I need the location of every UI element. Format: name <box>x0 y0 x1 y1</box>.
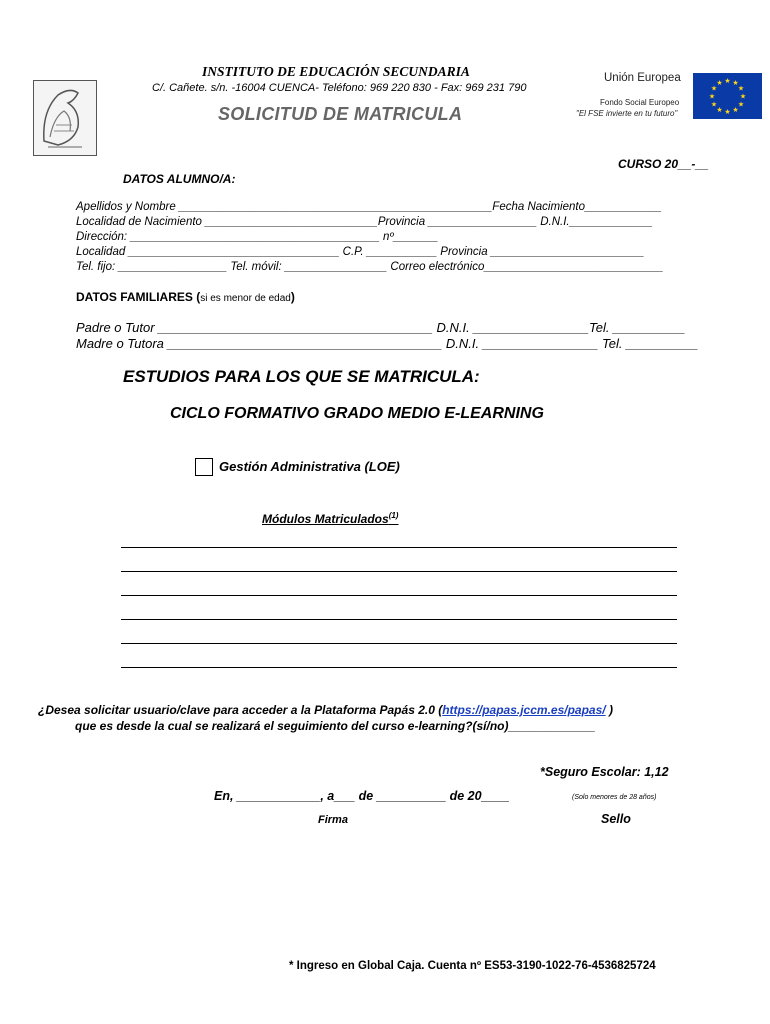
curso-field[interactable]: CURSO 20__-__ <box>618 157 709 171</box>
page-title: SOLICITUD DE MATRICULA <box>218 104 463 124</box>
alumno-heading: DATOS ALUMNO/A: <box>123 172 236 186</box>
plataforma-question-line2[interactable]: que es desde la cual se realizará el seguimiento del curso e-learning?(sí/no)_____________ <box>75 719 596 733</box>
familiares-heading: DATOS FAMILIARES (si es menor de edad) <box>76 290 295 304</box>
svg-text:★: ★ <box>724 77 731 85</box>
firma-label: Firma <box>318 814 348 826</box>
svg-text:★: ★ <box>710 84 718 93</box>
seguro-escolar: *Seguro Escolar: 1,12 <box>540 765 669 779</box>
direccion-row[interactable]: Dirección: _______________________________________ nº_______ <box>76 231 439 243</box>
modulos-heading: Módulos Matriculados$^{(1)}$ <box>262 511 399 526</box>
svg-text:★: ★ <box>732 106 739 114</box>
apellidos-nombre-row[interactable]: Apellidos y Nombre _________________________________________________Fecha Nacimiento____________ <box>76 201 662 213</box>
svg-text:★: ★ <box>737 84 745 93</box>
localidad-row[interactable]: Localidad _________________________________ C.P. ___________ Provincia ________________________ <box>76 246 645 258</box>
svg-text:★: ★ <box>737 100 745 109</box>
eu-flag-icon <box>693 73 762 119</box>
padre-tutor-row[interactable]: Padre o Tutor ______________________________________ D.N.I. ________________Tel. __________ <box>76 320 686 335</box>
plataforma-question: ¿Desea solicitar usuario/clave para acceder a la Plataforma Papás 2.0 (https://papas.jccm.es/papas/ ) <box>38 703 613 717</box>
telefono-row[interactable]: Tel. fijo: _________________ Tel. móvil: ________________ Correo electrónico____________________________ <box>76 261 664 273</box>
eu-fund: Fondo Social Europeo <box>600 98 680 107</box>
sello-label: Sello <box>601 812 631 826</box>
solo-menores-note: (Solo menores de 28 años) <box>572 794 657 801</box>
gestion-checkbox[interactable] <box>195 458 213 476</box>
papas-link[interactable]: https://papas.jccm.es/papas/ <box>442 703 606 717</box>
svg-text:★: ★ <box>739 92 747 101</box>
school-crest-icon <box>33 80 97 156</box>
fecha-line[interactable]: En, ____________, a___ de __________ de 20____ <box>214 789 510 803</box>
gestion-label: Gestión Administrativa (LOE) <box>219 459 400 474</box>
eu-motto: "El FSE invierte en tu futuro" <box>576 109 678 118</box>
madre-tutora-row[interactable]: Madre o Tutora ______________________________________ D.N.I. ________________ Tel. __________ <box>76 336 699 351</box>
modulo-line[interactable] <box>121 667 677 668</box>
modulo-line[interactable] <box>121 619 677 620</box>
estudios-heading: ESTUDIOS PARA LOS QUE SE MATRICULA: <box>123 367 480 386</box>
institute-name: INSTITUTO DE EDUCACIÓN SECUNDARIA <box>202 64 470 79</box>
ingreso-note: * Ingreso en Global Caja. Cuenta nº ES53-3190-1022-76-4536825724 <box>289 960 656 972</box>
modulo-line[interactable] <box>121 571 677 572</box>
svg-text:★: ★ <box>716 106 723 114</box>
svg-text:★: ★ <box>732 79 739 87</box>
ciclo-heading: CICLO FORMATIVO GRADO MEDIO E-LEARNING <box>170 405 544 422</box>
institute-address: C/. Cañete. s/n. -16004 CUENCA- Teléfono: 969 220 830 - Fax: 969 231 790 <box>152 82 527 94</box>
eu-name: Unión Europea <box>604 72 681 84</box>
svg-text:★: ★ <box>710 100 718 109</box>
svg-text:★: ★ <box>716 79 723 87</box>
modulo-line[interactable] <box>121 643 677 644</box>
modulo-line[interactable] <box>121 595 677 596</box>
svg-text:★: ★ <box>708 92 716 101</box>
localidad-nacimiento-row[interactable]: Localidad de Nacimiento ___________________________Provincia _________________ D.N.I._____________ <box>76 216 653 228</box>
svg-text:★: ★ <box>724 108 731 116</box>
modulo-line[interactable] <box>121 547 677 548</box>
